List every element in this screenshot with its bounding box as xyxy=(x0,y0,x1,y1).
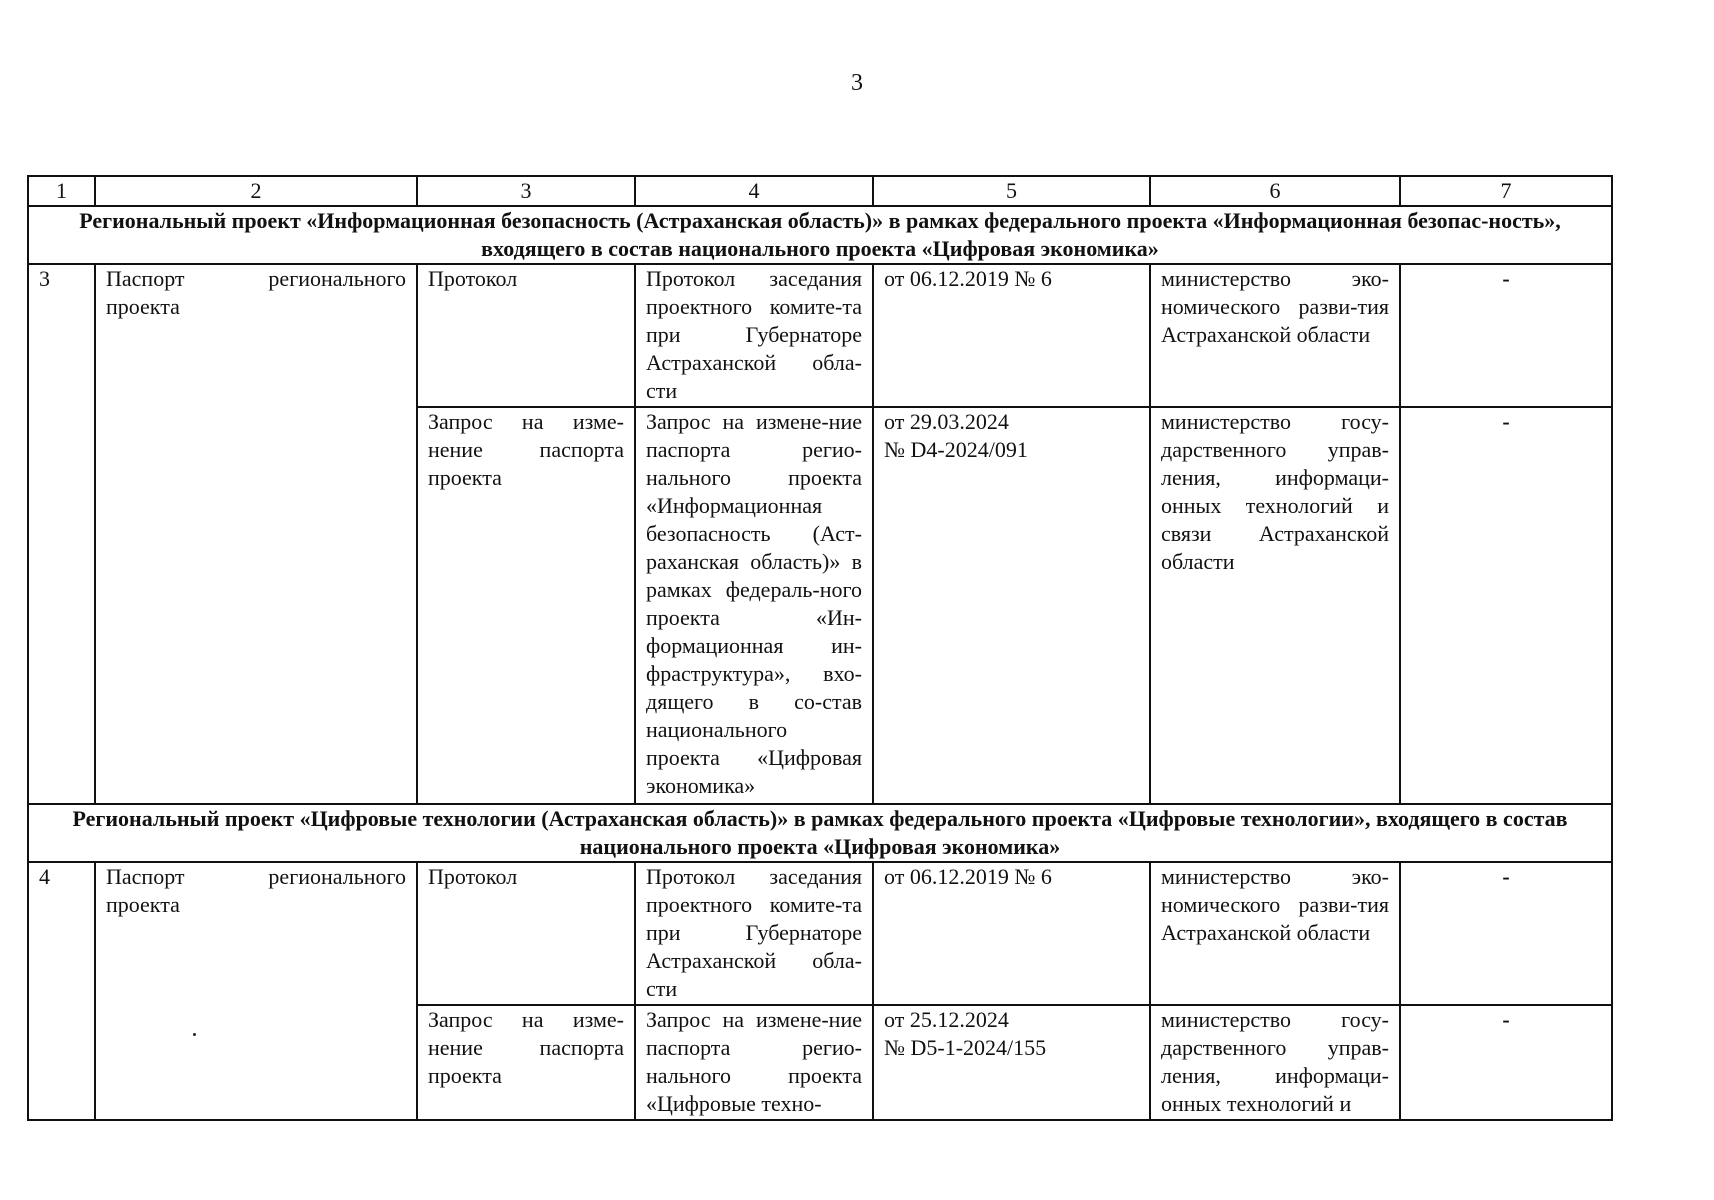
column-number: 2 xyxy=(95,176,417,206)
column-number: 3 xyxy=(417,176,635,206)
registry-table xyxy=(27,175,1613,1121)
column-number: 4 xyxy=(635,176,873,206)
document-details: от 25.12.2024 № D5-1-2024/155 xyxy=(873,1005,1150,1120)
column-number: 5 xyxy=(873,176,1150,206)
note: - xyxy=(1400,862,1612,1005)
row-number: 4 xyxy=(28,862,95,1120)
note: - xyxy=(1400,264,1612,407)
document-name: Протокол заседания проектного комите-та при Губернаторе Астраханской обла-сти xyxy=(635,264,873,407)
document-name: Запрос на измене-ние паспорта регио-нального проекта «Цифровые техно- xyxy=(635,1005,873,1120)
table-row xyxy=(28,862,1612,1005)
responsible-agency: министерство эко-номического разви-тия Астраханской области xyxy=(1150,862,1400,1005)
column-number: 1 xyxy=(28,176,95,206)
responsible-agency: министерство эко-номического разви-тия Астраханской области xyxy=(1150,264,1400,407)
section-title: Региональный проект «Цифровые технологии (Астраханская область)» в рамках федерального проекта «Цифровые технологии», входящего в состав национального проекта «Цифровая экономика» xyxy=(28,804,1612,862)
document-form: Протокол xyxy=(417,264,635,407)
section-header-row xyxy=(28,206,1612,264)
document-details: от 29.03.2024 № D4-2024/091 xyxy=(873,407,1150,804)
note: - xyxy=(1400,1005,1612,1120)
responsible-agency: министерство госу-дарственного управ-ления, информаци-онных технологий и связи Астраханской области xyxy=(1150,407,1400,804)
document-name: Запрос на измене-ние паспорта регио-нального проекта «Информационная безопасность (Аст-раханская область)» в рамках федераль-ного проекта «Ин-формационная ин-фраструктура», вхо-дящего в со-став национального проекта «Цифровая экономика» xyxy=(635,407,873,804)
column-number: 7 xyxy=(1400,176,1612,206)
responsible-agency: министерство госу-дарственного управ-ления, информаци-онных технологий и xyxy=(1150,1005,1400,1120)
document-details: от 06.12.2019 № 6 xyxy=(873,862,1150,1005)
document-form: Запрос на изме-нение паспорта проекта xyxy=(417,407,635,804)
document-type: Паспорт регионального проекта xyxy=(95,264,417,804)
column-number-row xyxy=(28,176,1612,206)
page-number: 3 xyxy=(851,70,863,96)
section-title: Региональный проект «Информационная безопасность (Астраханская область)» в рамках федерального проекта «Информационная безопас-ность», входящего в состав национального проекта «Цифровая экономика» xyxy=(28,206,1612,264)
table-row xyxy=(28,264,1612,407)
note: - xyxy=(1400,407,1612,804)
document-details: от 06.12.2019 № 6 xyxy=(873,264,1150,407)
column-number: 6 xyxy=(1150,176,1400,206)
row-number: 3 xyxy=(28,264,95,804)
section-header-row xyxy=(28,804,1612,862)
document-form: Запрос на изме-нение паспорта проекта xyxy=(417,1005,635,1120)
document-form: Протокол xyxy=(417,862,635,1005)
document-name: Протокол заседания проектного комите-та при Губернаторе Астраханской обла-сти xyxy=(635,862,873,1005)
scan-speck xyxy=(193,1033,196,1036)
document-type: Паспорт регионального проекта xyxy=(95,862,417,1120)
